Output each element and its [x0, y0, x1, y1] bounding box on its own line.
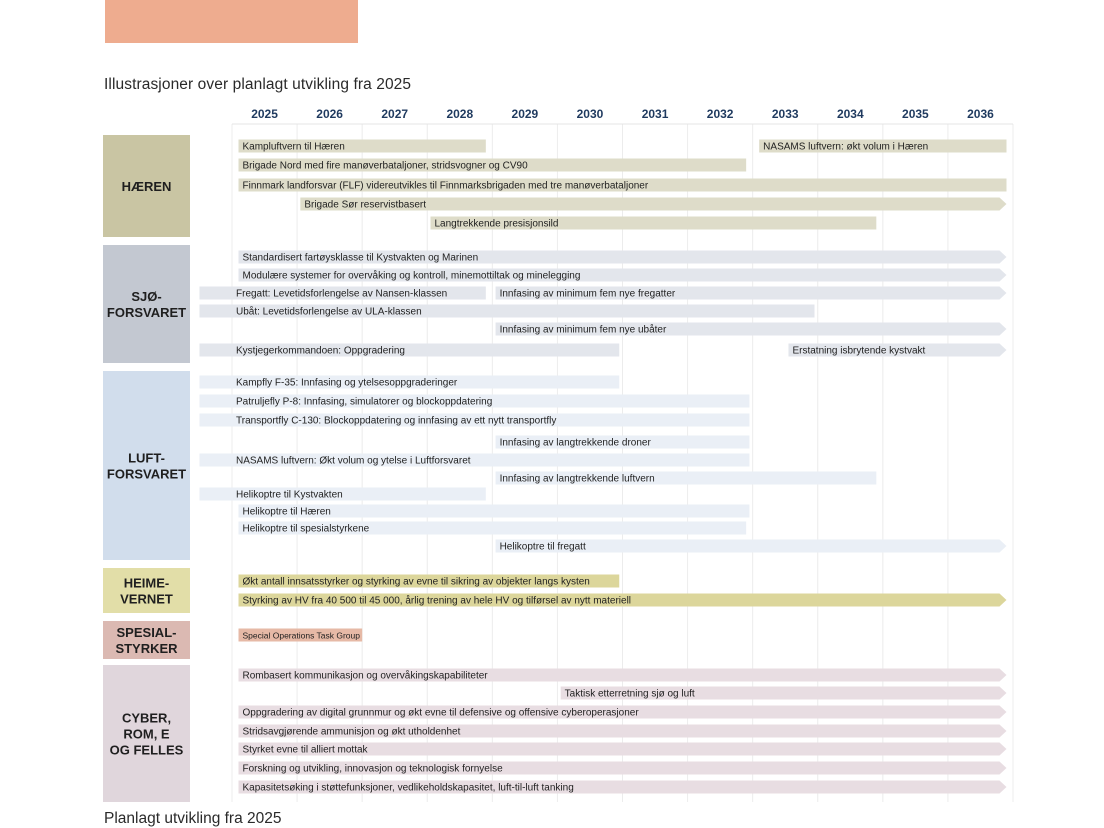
year-label-2032: 2032	[706, 107, 734, 121]
timeline-bar-label: Forskning og utvikling, innovasjon og teknologisk fornyelse	[242, 763, 503, 775]
year-label-2033: 2033	[771, 107, 799, 121]
group-label: SJØ-FORSVARET	[106, 289, 187, 320]
timeline-bar-label: Erstatning isbrytende kystvakt	[792, 345, 926, 357]
year-label-2035: 2035	[902, 107, 929, 121]
timeline-bar-label: Finnmark landforsvar (FLF) videreutvikles til Finnmarksbrigaden med tre manøverbataljoner	[242, 180, 649, 192]
timeline-bar-label: Special Operations Task Group	[242, 630, 361, 641]
year-label-2028: 2028	[446, 107, 474, 121]
year-label-2034: 2034	[836, 107, 864, 121]
group-label-box	[103, 245, 190, 363]
timeline-bar-label: Helikoptre til spesialstyrkene	[242, 523, 370, 535]
timeline-bar-label: Kampluftvern til Hæren	[242, 141, 345, 153]
timeline-bar-label: Styrket evne til alliert mottak	[242, 744, 368, 756]
timeline-bar-label: Taktisk etterretning sjø og luft	[564, 688, 695, 700]
timeline-bar-label: Kampfly F-35: Innfasing og ytelsesoppgraderinger	[236, 377, 458, 389]
timeline-bar-label: Innfasing av minimum fem nye ubåter	[499, 324, 667, 336]
timeline-bar-label: NASAMS luftvern: økt volum i Hæren	[763, 141, 929, 153]
group-label: HÆREN	[121, 179, 172, 194]
group-label: SPESIAL-STYRKER	[115, 625, 178, 656]
group-label-box	[103, 371, 190, 560]
year-label-2026: 2026	[316, 107, 343, 121]
year-label-2030: 2030	[576, 107, 604, 121]
year-label-2025: 2025	[251, 107, 278, 121]
timeline-bar-label: Transportfly C-130: Blockoppdatering og innfasing av ett nytt transportfly	[236, 415, 557, 427]
timeline-bar-label: Fregatt: Levetidsforlengelse av Nansen-klassen	[236, 288, 448, 300]
timeline-bar-label: Ubåt: Levetidsforlengelse av ULA-klassen	[236, 306, 422, 318]
chart-caption: Planlagt utvikling fra 2025	[104, 810, 282, 827]
timeline-bar-label: Rombasert kommunikasjon og overvåkingskapabiliteter	[242, 670, 488, 682]
timeline-bar-label: Stridsavgjørende ammunisjon og økt utholdenhet	[242, 726, 461, 738]
timeline-bar-label: Helikoptre til fregatt	[499, 541, 586, 553]
timeline-bar-label: Innfasing av minimum fem nye fregatter	[499, 288, 676, 300]
timeline-bar-label: Kapasitetsøking i støttefunksjoner, vedlikeholdskapasitet, luft-til-luft tanking	[242, 782, 574, 794]
timeline-bar-label: Patruljefly P-8: Innfasing, simulatorer og blockoppdatering	[236, 396, 493, 408]
timeline-bar-label: Innfasing av langtrekkende droner	[499, 437, 651, 449]
timeline-bar-label: Helikoptre til Hæren	[242, 506, 331, 518]
timeline-bar-label: Innfasing av langtrekkende luftvern	[499, 473, 655, 485]
group-label: LUFT-FORSVARET	[106, 450, 187, 482]
year-label-2036: 2036	[967, 107, 994, 121]
group-label: CYBER, ROM, E OG FELLES	[109, 710, 184, 758]
timeline-bar-label: Kystjegerkommandoen: Oppgradering	[236, 345, 405, 357]
chart-title: Illustrasjoner over planlagt utvikling fra 2025	[104, 76, 412, 93]
timeline-bar-label: Brigade Nord med fire manøverbataljoner, stridsvogner og CV90	[242, 160, 528, 172]
timeline-bar-label: Helikoptre til Kystvakten	[236, 489, 343, 501]
group-label: HEIME-VERNET	[120, 575, 173, 607]
timeline-bar-label: Økt antall innsatsstyrker og styrking av evne til sikring av objekter langs kysten	[242, 576, 590, 588]
year-label-2027: 2027	[381, 107, 409, 121]
year-label-2031: 2031	[641, 107, 669, 121]
timeline-bar-label: Brigade Sør reservistbasert	[304, 199, 427, 211]
timeline-bar-label: Oppgradering av digital grunnmur og økt evne til defensive og offensive cyberoperasjoner	[242, 707, 639, 719]
timeline-bar-label: Langtrekkende presisjonsild	[434, 218, 559, 230]
timeline-bar-label: Standardisert fartøysklasse til Kystvakten og Marinen	[242, 252, 479, 264]
timeline-bar-label: NASAMS luftvern: Økt volum og ytelse i Luftforsvaret	[236, 455, 471, 467]
timeline-bar-label: Styrking av HV fra 40 500 til 45 000, årlig trening av hele HV og tilførsel av nytt materiell	[242, 595, 632, 607]
timeline-bar-label: Modulære systemer for overvåking og kontroll, minemottiltak og minelegging	[242, 270, 581, 282]
year-label-2029: 2029	[511, 107, 539, 121]
